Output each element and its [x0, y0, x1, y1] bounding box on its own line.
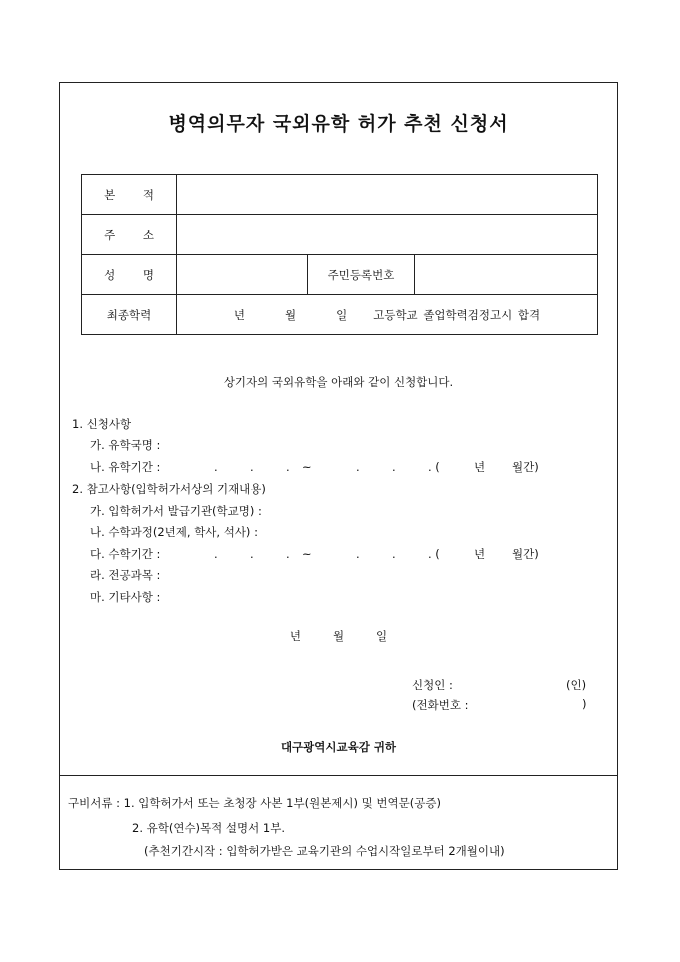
- period-year: 년: [474, 547, 486, 561]
- table-row: [82, 295, 598, 335]
- phone-close: ): [582, 697, 587, 711]
- phone-label: (전화번호 :: [412, 698, 469, 712]
- period-month: 월간): [512, 460, 539, 474]
- period-dot: .: [392, 547, 396, 561]
- date-year: 년: [289, 629, 301, 643]
- period-tilde: ~: [302, 547, 312, 561]
- form-title: 병역의무자 국외유학 허가 추천 신청서: [168, 113, 509, 135]
- period-dot: .: [356, 460, 360, 474]
- period-open: . (: [428, 547, 440, 561]
- name-label: 성 명: [82, 255, 177, 295]
- documents-line-2: 2. 유학(연수)목적 설명서 1부.: [132, 821, 285, 835]
- period-dot: .: [214, 547, 218, 561]
- education-value: [177, 295, 598, 335]
- period-dot: .: [250, 547, 254, 561]
- edu-year: 년: [233, 307, 246, 322]
- applicant-label: 신청인 :: [412, 678, 453, 692]
- education-label: 최종학력: [82, 295, 177, 335]
- documents-line-1: 구비서류 : 1. 입학허가서 또는 초청장 사본 1부(원본제시) 및 번역문(공증): [68, 796, 441, 810]
- period-month: 월간): [512, 547, 539, 561]
- period-dot: .: [392, 460, 396, 474]
- application-form: [59, 82, 618, 870]
- period-dot: .: [356, 547, 360, 561]
- period-dot: .: [214, 460, 218, 474]
- other-label: 마. 기타사항 :: [90, 590, 161, 604]
- course-label: 나. 수학과정(2년제, 학사, 석사) :: [90, 525, 258, 539]
- period-dot: .: [250, 460, 254, 474]
- date-day: 일: [376, 629, 388, 643]
- course-period-marks: [214, 546, 539, 562]
- issuer-label: 가. 입학허가서 발급기관(학교명) :: [90, 504, 262, 518]
- edu-day: 일: [336, 307, 348, 322]
- bonjeok-label: 본 적: [82, 175, 177, 215]
- edu-month: 월: [285, 307, 297, 322]
- period-dot: .: [286, 547, 290, 561]
- study-period-label: 나. 유학기간 :: [90, 460, 161, 474]
- rrn-value[interactable]: [415, 255, 598, 295]
- period-year: 년: [474, 460, 486, 474]
- period-dot: .: [286, 460, 290, 474]
- study-period-marks: [214, 459, 539, 475]
- address-label: 주 소: [82, 215, 177, 255]
- divider: [60, 775, 617, 776]
- bonjeok-value[interactable]: [177, 175, 598, 215]
- address-value[interactable]: [177, 215, 598, 255]
- rrn-label: 주민등록번호: [308, 255, 415, 295]
- name-value[interactable]: [177, 255, 308, 295]
- study-country-label: 가. 유학국명 :: [90, 438, 161, 452]
- section2-title: 2. 참고사항(입학허가서상의 기재내용): [72, 482, 266, 496]
- table-row: [82, 175, 598, 215]
- table-row: [82, 255, 598, 295]
- period-open: . (: [428, 460, 440, 474]
- course-period-label: 다. 수학기간 :: [90, 547, 161, 561]
- date-month: 월: [332, 629, 345, 643]
- major-label: 라. 전공과목 :: [90, 568, 161, 582]
- application-date: [60, 628, 617, 644]
- edu-text: 고등학교 졸업학력검정고시 합격: [373, 307, 541, 322]
- documents-line-3: (추천기간시작 : 입학허가받은 교육기관의 수업시작일로부터 2개월이내): [144, 844, 505, 858]
- applicant-info-table: [81, 174, 598, 335]
- period-tilde: ~: [302, 460, 312, 474]
- table-row: [82, 215, 598, 255]
- seal-mark: (인): [566, 678, 587, 692]
- addressee: 대구광역시교육감 귀하: [280, 740, 397, 754]
- section1-title: 1. 신청사항: [72, 417, 132, 431]
- statement: 상기자의 국외유학을 아래와 같이 신청합니다.: [223, 375, 454, 389]
